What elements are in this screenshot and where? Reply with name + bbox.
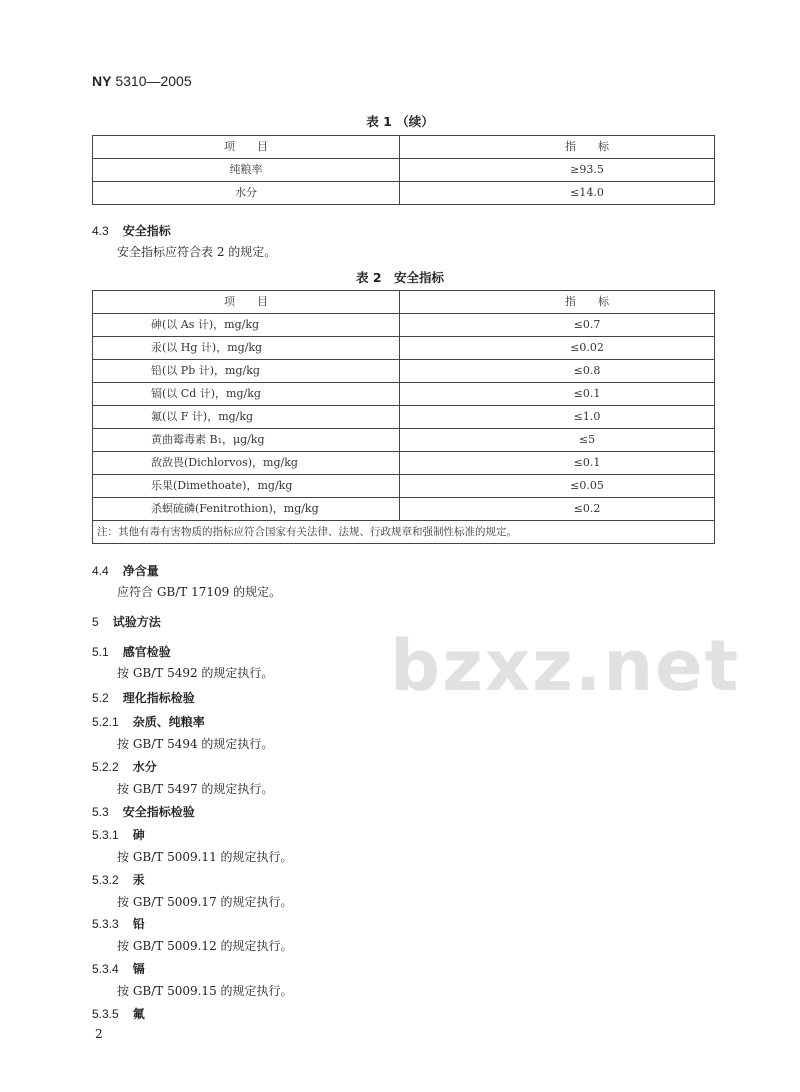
table-header: 项 目 — [93, 291, 400, 314]
table2 — [92, 290, 715, 544]
table-cell: ≤0.7 — [400, 314, 715, 337]
section-heading: 5.3.5 氟 — [92, 1007, 145, 1021]
table-cell: ≤1.0 — [400, 406, 715, 429]
paragraph: 按 GB/T 5497 的规定执行。 — [117, 782, 274, 796]
table-cell: 镉(以 Cd 计)，mg/kg — [93, 383, 400, 406]
table-header: 指 标 — [400, 291, 715, 314]
section-heading: 5.2.2 水分 — [92, 760, 157, 774]
page-number: 2 — [95, 1027, 103, 1041]
table-cell: 纯粮率 — [93, 159, 400, 182]
section-heading: 5.1 感官检验 — [92, 645, 171, 659]
table-cell: ≤5 — [400, 429, 715, 452]
paragraph: 按 GB/T 5494 的规定执行。 — [117, 737, 274, 751]
table-cell: ≤0.8 — [400, 360, 715, 383]
table-row — [93, 406, 715, 429]
section-heading: 5.2.1 杂质、纯粮率 — [92, 715, 205, 729]
table-cell: ≥93.5 — [400, 159, 715, 182]
paragraph: 安全指标应符合表 2 的规定。 — [117, 245, 277, 259]
table-cell: 汞(以 Hg 计)，mg/kg — [93, 337, 400, 360]
section-heading: 5.2 理化指标检验 — [92, 691, 195, 705]
table-cell: ≤0.1 — [400, 383, 715, 406]
paragraph: 应符合 GB/T 17109 的规定。 — [117, 585, 282, 599]
table-row — [93, 360, 715, 383]
section-heading: 4.3 安全指标 — [92, 224, 171, 238]
table-header: 项 目 — [93, 136, 400, 159]
table-note-row — [93, 521, 715, 544]
table-cell: 黄曲霉毒素 B₁，μg/kg — [93, 429, 400, 452]
table-cell: 砷(以 As 计)，mg/kg — [93, 314, 400, 337]
section-heading: 5.3 安全指标检验 — [92, 805, 195, 819]
table-row — [93, 452, 715, 475]
table1 — [92, 135, 715, 205]
table-cell: ≤0.2 — [400, 498, 715, 521]
paragraph: 按 GB/T 5009.11 的规定执行。 — [117, 850, 293, 864]
section-heading: 5.3.2 汞 — [92, 873, 145, 887]
table-cell: 敌敌畏(Dichlorvos)，mg/kg — [93, 452, 400, 475]
table-row — [93, 429, 715, 452]
paragraph: 按 GB/T 5009.17 的规定执行。 — [117, 895, 293, 909]
table-cell: ≤0.1 — [400, 452, 715, 475]
table-cell: 乐果(Dimethoate)，mg/kg — [93, 475, 400, 498]
paragraph: 按 GB/T 5009.12 的规定执行。 — [117, 939, 293, 953]
table-cell: ≤14.0 — [400, 182, 715, 205]
section-heading: 5.3.3 铅 — [92, 917, 145, 931]
table-row — [93, 314, 715, 337]
table-cell: 铅(以 Pb 计)，mg/kg — [93, 360, 400, 383]
table2-caption: 表 2 安全指标 — [355, 270, 445, 285]
table-row — [93, 383, 715, 406]
section-heading: 5.3.4 镉 — [92, 962, 145, 976]
paragraph: 按 GB/T 5009.15 的规定执行。 — [117, 984, 293, 998]
table-header: 指 标 — [400, 136, 715, 159]
table-note: 注：其他有毒有害物质的指标应符合国家有关法律、法规、行政规章和强制性标准的规定。 — [93, 521, 715, 544]
document-code: NY 5310—2005 — [92, 73, 192, 89]
table-row — [93, 337, 715, 360]
section-heading: 5.3.1 砷 — [92, 828, 145, 842]
table-cell: 杀螟硫磷(Fenitrothion)，mg/kg — [93, 498, 400, 521]
paragraph: 按 GB/T 5492 的规定执行。 — [117, 666, 274, 680]
table-cell: ≤0.05 — [400, 475, 715, 498]
table-row — [93, 475, 715, 498]
table-cell: 水分 — [93, 182, 400, 205]
table-cell: ≤0.02 — [400, 337, 715, 360]
section-heading: 4.4 净含量 — [92, 564, 159, 578]
table-cell: 氟(以 F 计)，mg/kg — [93, 406, 400, 429]
watermark: bzxz.net — [390, 625, 741, 707]
table-row — [93, 498, 715, 521]
table1-caption: 表 1 （续） — [366, 114, 434, 129]
section-heading: 5 试验方法 — [92, 615, 161, 629]
